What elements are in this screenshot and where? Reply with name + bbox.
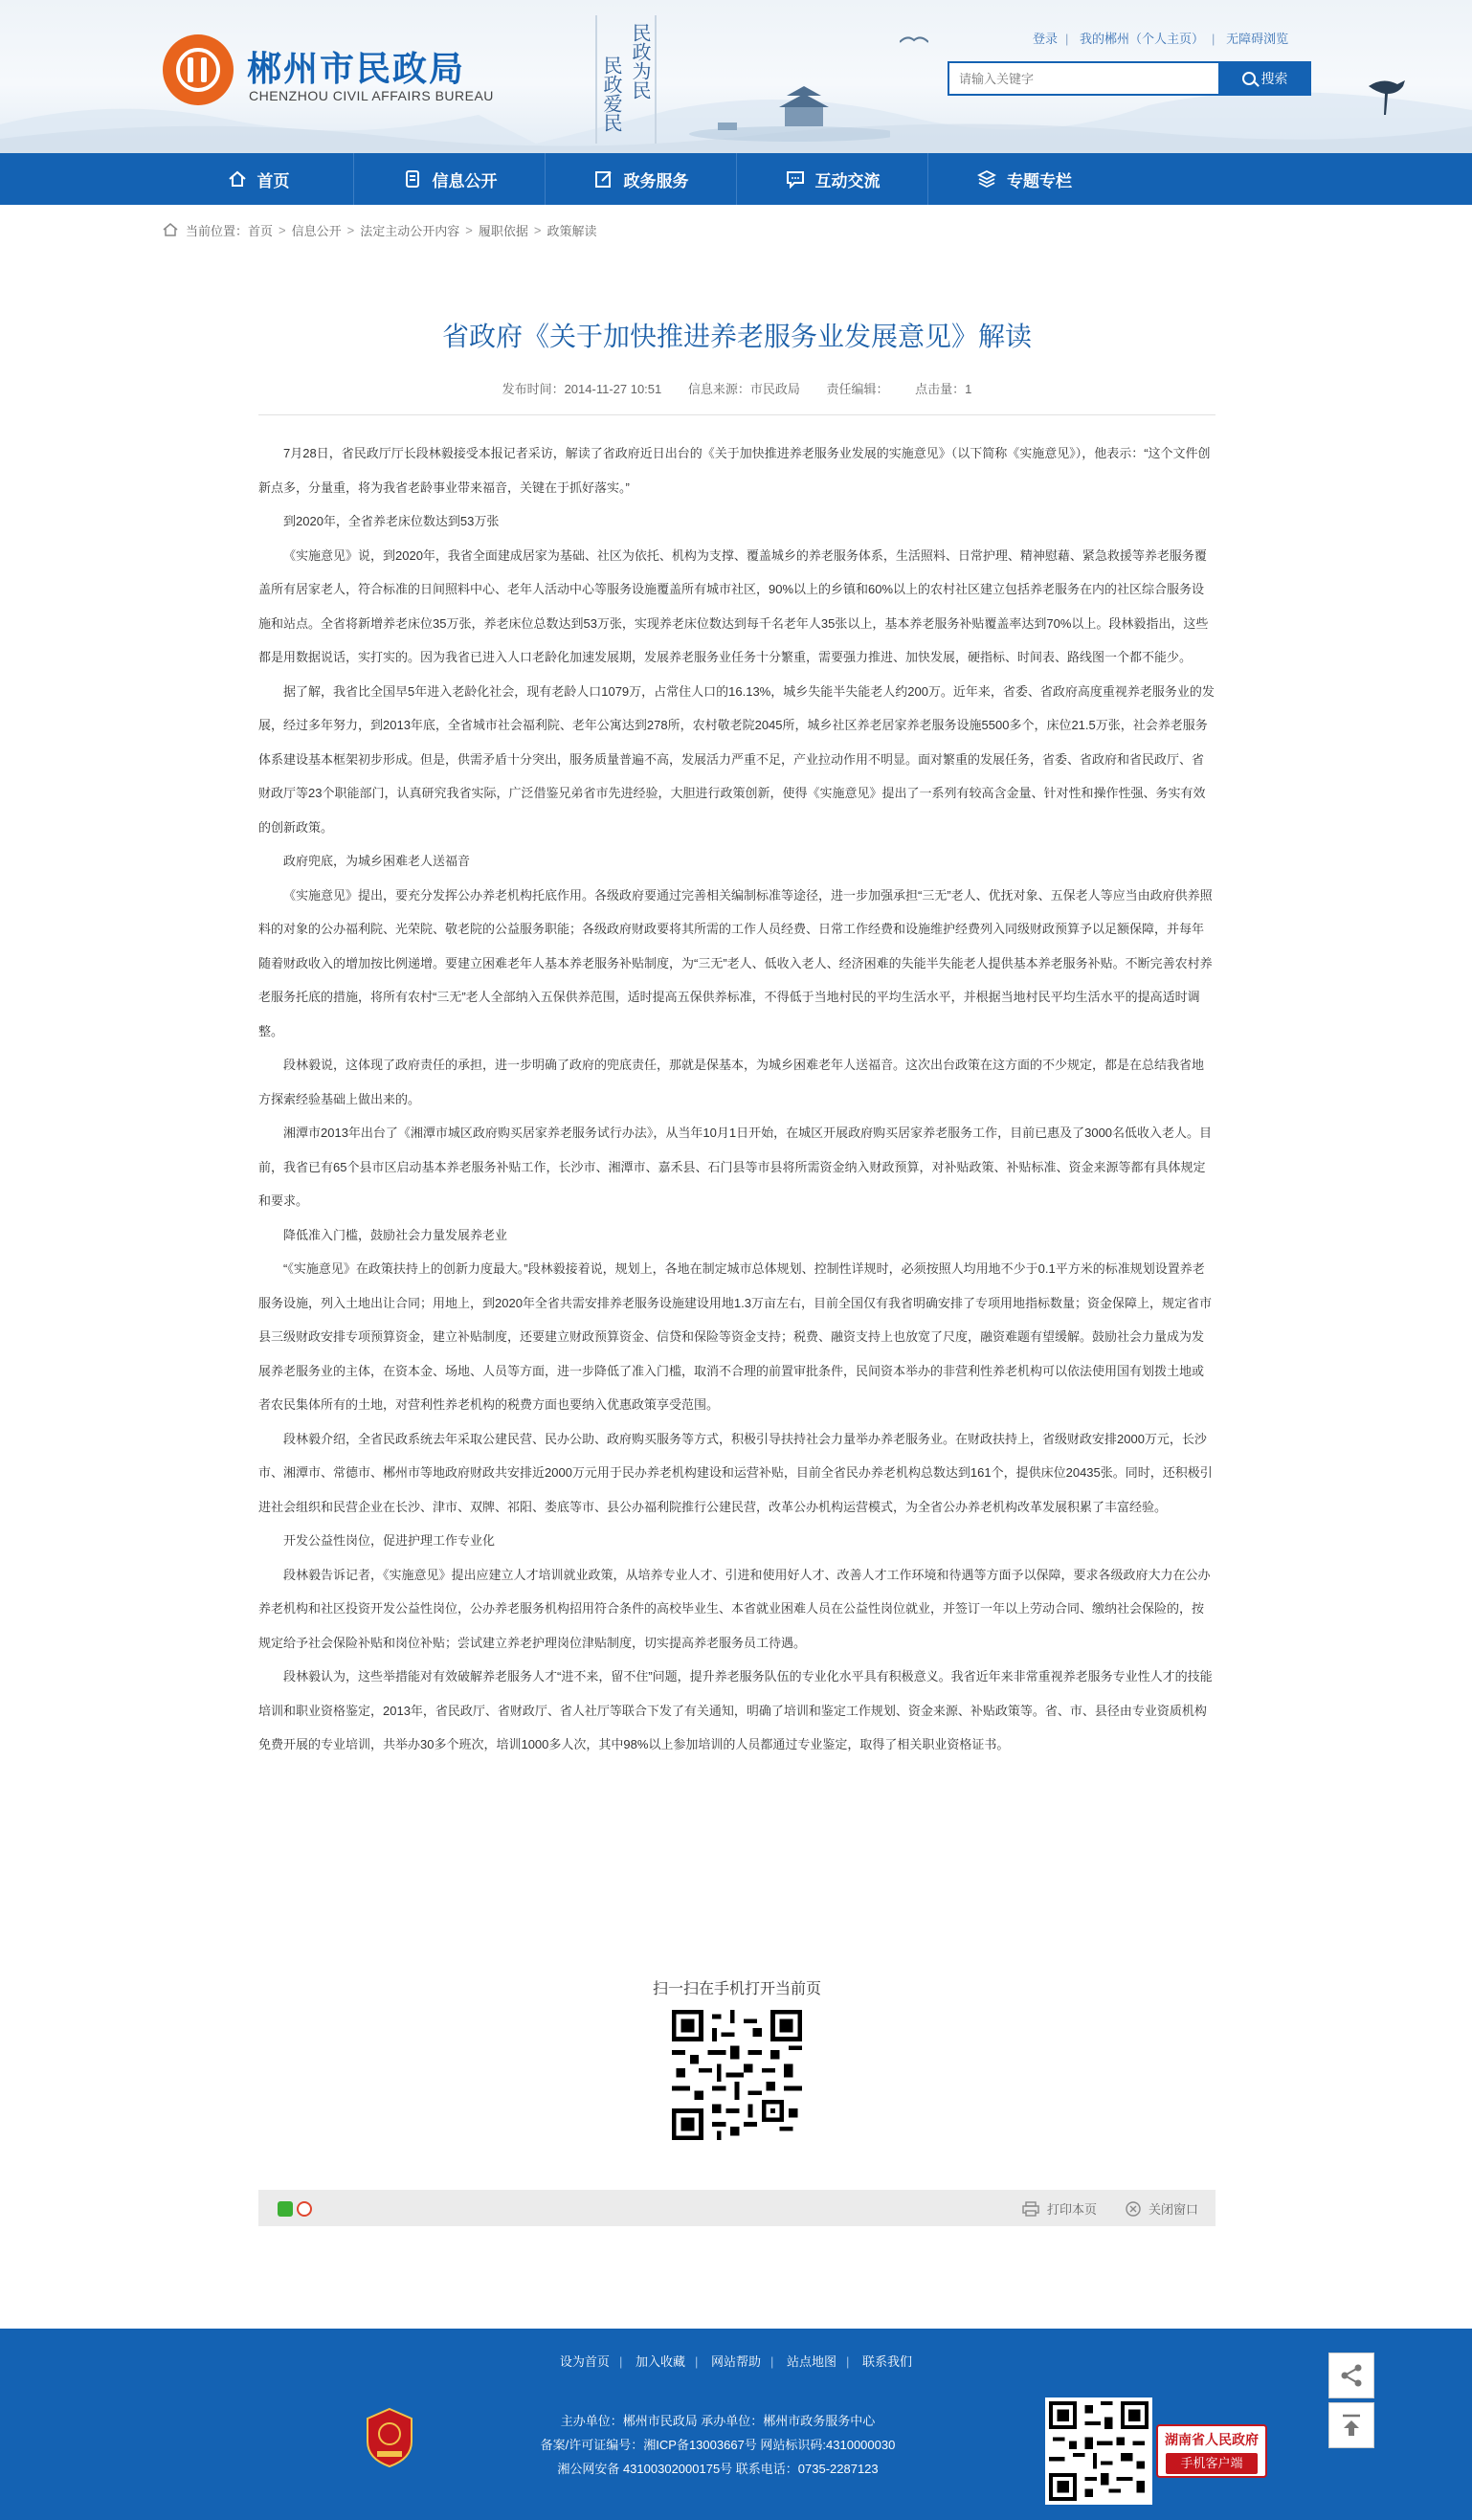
bureau-logo[interactable] xyxy=(163,34,234,105)
footer-links: 设为首页 | 加入收藏 | 网站帮助 | 站点地图 | 联系我们 xyxy=(559,2354,913,2369)
nav-item-label: 信息公开 xyxy=(432,171,498,190)
paragraph: 7月28日，省民政厅厅长段林毅接受本报记者采访，解读了省政府近日出台的《关于加快推进养老服务业发展的实施意见》（以下简称《实施意见》），他表示：“这个文件创新点多，分量重，将为我省老龄事业带来福音，关键在于抓好落实。” xyxy=(258,446,1211,495)
back-to-top-button[interactable] xyxy=(1328,2402,1374,2448)
paragraph: 段林毅认为，这些举措能对有效破解养老服务人才“进不来，留不住”问题，提升养老服务队伍的专业化水平具有积极意义。我省近年来非常重视养老服务专业性人才的技能培训和职业资格鉴定，2013年，省民政厅、省财政厅、省人社厅等联合下发了有关通知，明确了培训和鉴定工作规划、资金来源、补贴政策等。省、市、县径由专业资质机构免费开展的专业培训，共举办30多个班次，培训1000多人次，其中98%以上参加培训的人员都通过专业鉴定，取得了相关职业资格证书。 xyxy=(258,1669,1213,1751)
nav-item-gov-services[interactable] xyxy=(546,153,737,205)
breadcrumb-item[interactable]: 首页 xyxy=(248,223,274,238)
footer-link[interactable]: 网站帮助 xyxy=(710,2354,761,2369)
hunan-gov-app-badge[interactable] xyxy=(1156,2424,1267,2478)
paragraph: 《实施意见》提出，要充分发挥公办养老机构托底作用。各级政府要通过完善相关编制标准等途径，进一步加强承担“三无”老人、优抚对象、五保老人等应当由政府供养照料的对象的公办福利院、光荣院、敬老院的公益服务职能；各级政府财政要将其所需的工作人员经费、日常工作经费和设施维护经费列入同级财政预算予以足额保障，并每年随着财政收入的增加按比例递增。要建立困难老年人基本养老服务补贴制度，为“三无”老人、低收入老人、经济困难的失能半失能老人提供基本养老服务补贴。不断完善农村养老服务托底的措施，将所有农村“三无”老人全部纳入五保供养范围，适时提高五保供养标准，不得低于当地村民的平均生活水平，并根据当地村民平均生活水平的提高适时调整。 xyxy=(258,887,1213,1038)
section-heading: 到2020年，全省养老床位数达到53万张 xyxy=(283,514,500,528)
search-box xyxy=(948,61,1311,98)
paragraph: “《实施意见》在政策扶持上的创新力度最大。”段林毅接着说，规划上，各地在制定城市总体规划、控制性详规时，必须按照人均用地不少于0.1平方米的标准规划设置养老服务设施，列入土地出让合同；用地上，到2020年全省共需安排养老服务设施建设用地1.3万亩左右，目前全国仅有我省明确安排了专项用地指标数量；资金保障上，规定省市县三级财政安排专项预算资金，建立补贴制度，还要建立财政预算资金、信贷和保险等资金支持；税费、融资支持上也放宽了尺度，融资难题有望缓解。鼓励社会力量成为发展养老服务业的主体，在资本金、场地、人员等方面，进一步降低了准入门槛，取消不合理的前置审批条件，民间资本举办的非营利性养老机构可以依法使用国有划拨土地或者农民集体所有的土地，对营利性养老机构的税费方面也要纳入优惠政策享受范围。 xyxy=(258,1261,1212,1412)
party-gov-emblem-icon[interactable] xyxy=(364,2407,415,2468)
layers-icon xyxy=(976,168,997,190)
close-icon xyxy=(1126,2201,1141,2217)
footer-police-record: 湘公网安备 43100302000175号 联系电话：0735-2287123 xyxy=(557,2462,879,2476)
weibo-share-icon[interactable] xyxy=(297,2201,312,2217)
page-qr-code xyxy=(672,2010,802,2140)
site-footer xyxy=(0,2329,1472,2520)
qr-title: 扫一扫在手机打开当前页 xyxy=(652,1981,821,1997)
search-input[interactable] xyxy=(948,61,1220,96)
accessibility-link[interactable]: 无障碍浏览 xyxy=(1226,32,1289,46)
nav-item-label: 首页 xyxy=(256,171,290,190)
breadcrumb-item[interactable]: 政策解读 xyxy=(546,223,597,238)
print-label: 打印本页 xyxy=(1046,2202,1097,2217)
share-float-button[interactable] xyxy=(1328,2353,1374,2398)
qr-section xyxy=(258,1976,1216,2145)
close-label: 关闭窗口 xyxy=(1148,2202,1198,2217)
home-icon xyxy=(227,168,248,190)
meta-divider xyxy=(258,414,1216,415)
footer-icp: 备案/许可证编号：湘ICP备13003667号 网站标识码:4310000030 xyxy=(540,2438,896,2452)
footer-sponsor: 主办单位：郴州市民政局 承办单位：郴州市政务服务中心 xyxy=(560,2414,876,2428)
paragraph: 湘潭市2013年出台了《湘潭市城区政府购买居家养老服务试行办法》，从当年10月1日开始，在城区开展政府购买居家养老服务工作，目前已惠及了3000名低收入老人。目前，我省已有65个县市区启动基本养老服务补贴工作，长沙市、湘潭市、嘉禾县、石门县等市县将所需资金纳入财政预算，对补贴政策、补贴标准、资金来源等都有具体规定和要求。 xyxy=(258,1126,1213,1208)
slogan-line-2: 民政爱民 xyxy=(600,56,623,132)
nav-item-label: 专题专栏 xyxy=(1007,171,1072,190)
paragraph: 段林毅告诉记者，《实施意见》提出应建立人才培训就业政策，从培养专业人才、引进和使用好人才、改善人才工作环境和待遇等方面予以保障，要求各级政府大力在公办养老机构和社区投资开发公益性岗位，公办养老服务机构招用符合条件的高校毕业生、本省就业困难人员在公益性岗位就业，并签订一年以上劳动合同、缴纳社会保险的，按规定给予社会保险补贴和岗位补贴；尝试建立养老护理岗位津贴制度，切实提高养老服务员工待遇。 xyxy=(258,1567,1211,1650)
article xyxy=(258,316,1216,1762)
nav-item-label: 互动交流 xyxy=(814,171,881,190)
pavilion-scenery xyxy=(680,77,890,144)
paragraph: 《实施意见》说，到2020年，我省全面建成居家为基础、社区为依托、机构为支撑、覆盖城乡的养老服务体系，生活照料、日常护理、精神慰藉、紧急救援等养老服务覆盖所有居家老人，符合标准的日间照料中心、老年人活动中心等服务设施覆盖所有城市社区，90%以上的乡镇和60%以上的农村社区建立包括养老服务在内的社区综合服务设施和站点。全省将新增养老床位35万张，养老床位总数达到53万张，实现养老床位数达到每千名老年人35张以上，基本养老服务补贴覆盖率达到70%以上。段林毅指出，这些都是用数据说话，实打实的。因为我省已进入人口老龄化加速发展期，发展养老服务业任务十分繁重，需要强力推进、加快发展，硬指标、时间表、路线图一个都不能少。 xyxy=(258,547,1209,664)
site-name-en: CHENZHOU CIVIL AFFAIRS BUREAU xyxy=(249,88,494,103)
search-button-label: 搜索 xyxy=(1260,71,1288,86)
breadcrumb: 当前位置： 首页 > 信息公开 > 法定主动公开内容 > 履职依据 > 政策解读 xyxy=(163,220,596,239)
printer-icon xyxy=(1022,2201,1039,2217)
slogan-line-1: 民政为民 xyxy=(629,23,652,100)
footer-link[interactable]: 加入收藏 xyxy=(635,2354,685,2369)
nav-item-home[interactable] xyxy=(163,153,354,205)
search-icon xyxy=(1242,72,1256,85)
search-button[interactable] xyxy=(1218,61,1311,96)
editor: 责任编辑： xyxy=(826,382,889,396)
article-title: 省政府《关于加快推进养老服务业发展意见》解读 xyxy=(441,321,1032,352)
hit-count: 点击量：1 xyxy=(915,382,972,396)
breadcrumb-item[interactable]: 法定主动公开内容 xyxy=(360,223,460,238)
source: 信息来源：市民政局 xyxy=(687,382,800,396)
section-heading: 开发公益性岗位，促进护理工作专业化 xyxy=(283,1533,496,1548)
footer-qr-code xyxy=(1045,2397,1152,2505)
share-icon xyxy=(1339,2363,1364,2388)
site-header xyxy=(0,0,1472,153)
nav-item-interaction[interactable] xyxy=(737,153,928,205)
breadcrumb-prefix: 当前位置： xyxy=(186,223,249,238)
my-page-link[interactable]: 我的郴州（个人主页） xyxy=(1080,32,1205,46)
article-content xyxy=(258,436,1216,1762)
breadcrumb-item[interactable]: 履职依据 xyxy=(478,223,528,238)
footer-link[interactable]: 设为首页 xyxy=(559,2354,610,2369)
footer-info xyxy=(431,2409,1005,2481)
crane-icon xyxy=(1359,67,1416,124)
nav-item-special-topics[interactable] xyxy=(928,153,1120,205)
breadcrumb-item[interactable]: 信息公开 xyxy=(291,223,342,238)
gull-icon xyxy=(900,34,928,46)
section-heading: 降低准入门槛，鼓励社会力量发展养老业 xyxy=(283,1227,508,1242)
slogan-calligraphy xyxy=(595,15,657,149)
top-links: 登录 | 我的郴州（个人主页） | 无障碍浏览 xyxy=(1033,32,1289,46)
section-heading: 政府兜底，为城乡困难老人送福音 xyxy=(283,854,471,868)
gov-badge-subtitle: 手机客户端 xyxy=(1166,2453,1258,2474)
close-window-button[interactable] xyxy=(1126,2199,1198,2218)
main-nav xyxy=(0,153,1472,205)
back-to-top-icon xyxy=(1339,2413,1364,2438)
share-icons xyxy=(278,2201,312,2217)
nav-item-label: 政务服务 xyxy=(623,171,689,190)
footer-link[interactable]: 联系我们 xyxy=(862,2354,913,2369)
site-name[interactable]: 郴州市民政局 xyxy=(247,50,466,89)
wechat-share-icon[interactable] xyxy=(278,2201,293,2217)
document-icon xyxy=(402,168,423,190)
action-bar xyxy=(258,2190,1216,2226)
footer-link[interactable]: 站点地图 xyxy=(787,2354,837,2369)
nav-item-info-disclosure[interactable] xyxy=(354,153,546,205)
chat-icon xyxy=(785,168,806,190)
login-link[interactable]: 登录 xyxy=(1033,32,1059,46)
gov-badge-title: 湖南省人民政府 xyxy=(1165,2432,1259,2447)
edit-icon xyxy=(593,168,614,190)
article-meta xyxy=(258,379,1216,397)
bar-actions xyxy=(1022,2199,1198,2218)
print-button[interactable] xyxy=(1022,2199,1097,2218)
home-icon xyxy=(163,223,178,236)
paragraph: 段林毅介绍，全省民政系统去年采取公建民营、民办公助、政府购买服务等方式，积极引导扶持社会力量举办养老服务业。在财政扶持上，省级财政安排2000万元，长沙市、湘潭市、常德市、郴州市等地政府财政共安排近2000万元用于民办养老机构建设和运营补贴，目前全省民办养老机构总数达到161个，提供床位20435张。同时，还积极引进社会组织和民营企业在长沙、津市、双牌、祁阳、娄底等市、县公办福利院推行公建民营，改革公办机构运营模式，为全省公办养老机构改革发展积累了丰富经验。 xyxy=(258,1431,1213,1514)
paragraph: 据了解，我省比全国早5年进入老龄化社会，现有老龄人口1079万，占常住人口的16.13%，城乡失能半失能老人约200万。近年来，省委、省政府高度重视养老服务业的发展，经过多年努力，到2013年底，全省城市社会福利院、老年公寓达到278所，农村敬老院2045所，城乡社区养老居家养老服务设施5500多个，床位21.5万张，社会养老服务体系建设基本框架初步形成。但是，供需矛盾十分突出，服务质量普遍不高，发展活力严重不足，产业拉动作用不明显。面对繁重的发展任务，省委、省政府和省民政厅、省财政厅等23个职能部门，认真研究我省实际，广泛借鉴兄弟省市先进经验，大胆进行政策创新，使得《实施意见》提出了一系列有较高含金量、针对性和操作性强、务实有效的创新政策。 xyxy=(258,683,1215,835)
paragraph: 段林毅说，这体现了政府责任的承担，进一步明确了政府的兜底责任，那就是保基本，为城乡困难老年人送福音。这次出台政策在这方面的不少规定，都是在总结我省地方探索经验基础上做出来的。 xyxy=(258,1058,1205,1106)
publish-time: 发布时间：2014-11-27 10:51 xyxy=(502,382,662,396)
